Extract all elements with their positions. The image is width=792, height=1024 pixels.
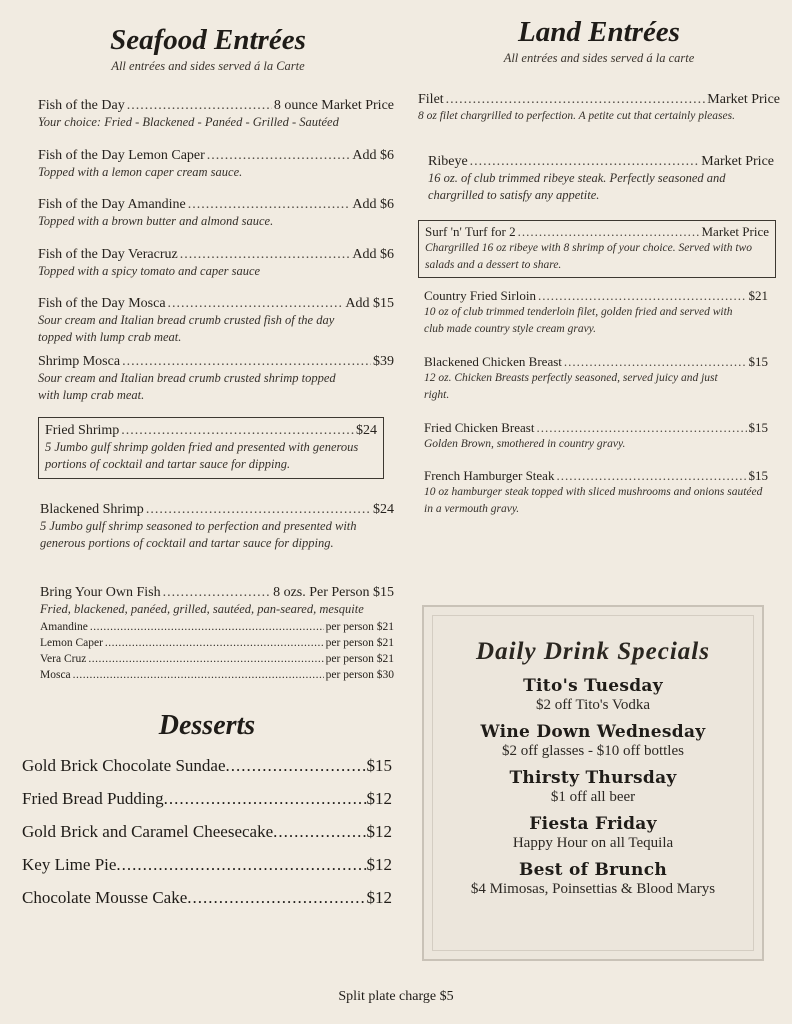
- item-price: $39: [373, 354, 394, 369]
- item-name: Filet: [418, 92, 444, 107]
- item-name: Blackened Chicken Breast: [424, 354, 562, 369]
- dessert-item: [22, 888, 392, 921]
- drink-special-desc: $2 off glasses - $10 off bottles: [502, 743, 684, 759]
- item-price: Add $15: [345, 296, 394, 311]
- menu-item: [22, 98, 394, 131]
- item-name: Country Fried Sirloin: [424, 288, 536, 303]
- item-name: French Hamburger Steak: [424, 468, 555, 483]
- drink-special: [433, 676, 753, 714]
- item-name: Fish of the Day: [38, 98, 125, 113]
- drink-special-name: Best of Brunch: [518, 860, 668, 880]
- menu-item: [424, 354, 768, 404]
- menu-item: [22, 247, 394, 280]
- byof-option: [40, 651, 394, 667]
- drink-special-name: Wine Down Wednesday: [480, 722, 706, 742]
- menu-item: [22, 354, 394, 404]
- drink-specials-inner: [432, 615, 754, 951]
- item-price: $12: [366, 888, 392, 907]
- item-price: $15: [748, 420, 768, 435]
- desserts-section: [22, 710, 392, 921]
- byof-option: [40, 667, 394, 683]
- seafood-subtitle: All entrées and sides served á la Carte: [111, 59, 305, 73]
- item-name: Gold Brick and Caramel Cheesecake: [22, 822, 274, 841]
- item-description: 10 oz hamburger steak topped with sliced mushrooms and onions sautéed in a vermouth gravy.: [424, 486, 763, 515]
- item-price: $24: [373, 502, 394, 517]
- item-name: Key Lime Pie: [22, 855, 117, 874]
- item-name: Bring Your Own Fish: [40, 585, 161, 600]
- item-name: Fish of the Day Lemon Caper: [38, 148, 205, 163]
- item-description: 10 oz of club trimmed tenderloin filet, golden fried and served with club made country style cream gravy.: [424, 306, 733, 335]
- item-description: 16 oz. of club trimmed ribeye steak. Perfectly seasoned and chargrilled to satisfy any appetite.: [428, 171, 726, 202]
- dessert-item: [22, 855, 392, 888]
- option-name: Lemon Caper: [40, 637, 103, 649]
- drink-specials-title: Daily Drink Specials: [476, 638, 710, 665]
- land-title: Land Entrées: [518, 16, 680, 48]
- drink-special-desc: $4 Mimosas, Poinsettias & Blood Marys: [470, 881, 716, 897]
- item-description: Topped with a brown butter and almond sauce.: [38, 214, 274, 228]
- dessert-item: [22, 822, 392, 855]
- item-price: Add $6: [352, 247, 394, 262]
- seafood-title: Seafood Entrées: [110, 24, 306, 56]
- item-description: Topped with a lemon caper cream sauce.: [38, 165, 243, 179]
- item-description: 5 Jumbo gulf shrimp seasoned to perfection and presented with generous portions of cocktail and tartar sauce for dipping.: [40, 519, 357, 550]
- menu-item: [22, 148, 394, 181]
- byof-option: [40, 635, 394, 651]
- item-price: $24: [356, 423, 377, 438]
- drink-special: [433, 814, 753, 852]
- item-price: Market Price: [701, 154, 774, 169]
- menu-item: [424, 288, 768, 338]
- item-price: $12: [366, 822, 392, 841]
- item-name: Fish of the Day Amandine: [38, 197, 186, 212]
- item-name: Ribeye: [428, 154, 468, 169]
- item-price: Add $6: [352, 148, 394, 163]
- menu-item: [424, 420, 768, 453]
- option-name: Vera Cruz: [40, 653, 87, 665]
- drink-special: [433, 768, 753, 806]
- item-description: Sour cream and Italian bread crumb crusted shrimp topped with lump crab meat.: [38, 371, 336, 402]
- item-description: 5 Jumbo gulf shrimp golden fried and presented with generous portions of cocktail and tartar sauce for dipping.: [45, 440, 359, 471]
- item-name: Blackened Shrimp: [40, 502, 144, 517]
- item-description: Your choice: Fried - Blackened - Panéed - Grilled - Sautéed: [38, 115, 339, 129]
- item-price: $15: [748, 354, 768, 369]
- seafood-section: [22, 24, 394, 704]
- drink-special-name: Tito's Tuesday: [523, 676, 663, 696]
- drink-specials-box: [422, 605, 764, 961]
- menu-item: [22, 502, 394, 552]
- item-description: Chargrilled 16 oz ribeye with 8 shrimp of your choice. Served with two salads and a dessert to share.: [425, 242, 752, 271]
- drink-special-desc: $1 off all beer: [550, 789, 636, 805]
- drink-special-name: Fiesta Friday: [529, 814, 657, 834]
- dessert-item: [22, 756, 392, 789]
- option-price: per person $21: [325, 637, 394, 649]
- drink-special-name: Thirsty Thursday: [509, 768, 677, 788]
- option-price: per person $30: [325, 669, 394, 681]
- item-name: Shrimp Mosca: [38, 354, 121, 369]
- item-description: Golden Brown, smothered in country gravy.: [424, 438, 626, 450]
- item-price: Market Price: [701, 224, 769, 239]
- desserts-title: Desserts: [158, 710, 256, 741]
- item-description: 8 oz filet chargrilled to perfection. A petite cut that certainly pleases.: [418, 110, 735, 122]
- featured-menu-item: [418, 220, 776, 278]
- drink-special: [433, 860, 753, 898]
- item-name: Fried Shrimp: [45, 423, 120, 438]
- item-name: Fish of the Day Veracruz: [38, 247, 178, 262]
- featured-menu-item: [38, 417, 384, 479]
- menu-item: [424, 468, 768, 518]
- menu-item: [22, 197, 394, 230]
- item-name: Chocolate Mousse Cake: [22, 888, 188, 907]
- item-description: Topped with a spicy tomato and caper sauce: [38, 264, 261, 278]
- item-description: Fried, blackened, panéed, grilled, sautéed, pan-seared, mesquite: [40, 602, 364, 616]
- item-description: Sour cream and Italian bread crumb crusted fish of the day topped with lump crab meat.: [38, 313, 335, 344]
- item-name: Fried Chicken Breast: [424, 420, 535, 435]
- drink-special-desc: $2 off Tito's Vodka: [536, 697, 650, 713]
- land-section: [418, 16, 780, 556]
- item-price: 8 ozs. Per Person $15: [273, 585, 394, 600]
- item-price: $12: [366, 789, 392, 808]
- item-name: Surf 'n' Turf for 2: [425, 224, 516, 239]
- item-price: Market Price: [707, 92, 780, 107]
- drink-special-desc: Happy Hour on all Tequila: [512, 835, 674, 851]
- item-price: $15: [748, 468, 768, 483]
- option-price: per person $21: [325, 621, 394, 633]
- option-price: per person $21: [325, 653, 394, 665]
- byof-option: [40, 619, 394, 635]
- split-plate-note: Split plate charge $5: [338, 989, 454, 1004]
- menu-item: [22, 296, 394, 346]
- option-name: Mosca: [40, 669, 71, 681]
- land-subtitle: All entrées and sides served á la carte: [503, 51, 695, 65]
- item-price: Add $6: [352, 197, 394, 212]
- item-price: $15: [366, 756, 392, 775]
- menu-item-byof: [22, 585, 394, 683]
- item-name: Fish of the Day Mosca: [38, 296, 166, 311]
- drink-special: [433, 722, 753, 760]
- option-name: Amandine: [40, 621, 88, 633]
- item-price: $21: [748, 288, 768, 303]
- item-price: 8 ounce Market Price: [273, 98, 394, 113]
- item-name: Fried Bread Pudding: [22, 789, 164, 808]
- menu-item: [418, 92, 780, 125]
- dessert-item: [22, 789, 392, 822]
- item-name: Gold Brick Chocolate Sundae: [22, 756, 226, 775]
- menu-item: [428, 154, 774, 204]
- item-description: 12 oz. Chicken Breasts perfectly seasoned, served juicy and just right.: [424, 372, 718, 401]
- item-price: $12: [366, 855, 392, 874]
